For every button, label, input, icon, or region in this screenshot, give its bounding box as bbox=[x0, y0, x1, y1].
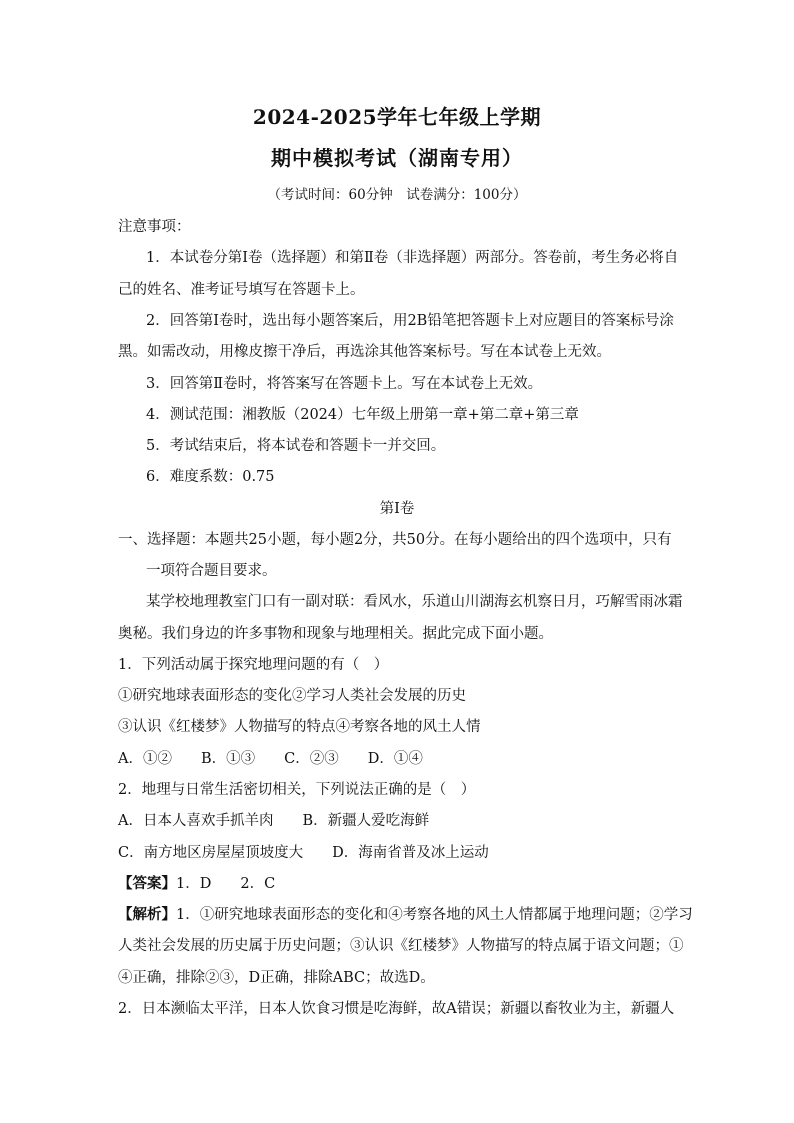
passage-line-2: 奥秘。我们身边的许多事物和现象与地理相关。据此完成下面小题。 bbox=[118, 626, 553, 642]
volume-title: 第Ⅰ卷 bbox=[379, 501, 415, 517]
question-2-options-line-2: C．南方地区房屋屋顶坡度大 D．海南省普及冰上运动 bbox=[118, 845, 489, 861]
analysis-line-3: ④正确，排除②③，D正确，排除ABC；故选D。 bbox=[118, 970, 435, 986]
note-item-2-line-2: 黑。如需改动，用橡皮擦干净后，再选涂其他答案标号。写在本试卷上无效。 bbox=[118, 344, 611, 360]
analysis-label: 【解析】 bbox=[118, 906, 176, 923]
note-item-6: 6．难度系数：0.75 bbox=[146, 469, 275, 485]
document-subtitle-title: 期中模拟考试（湖南专用） bbox=[271, 146, 523, 170]
section-instructions-line-2: 一项符合题目要求。 bbox=[146, 563, 277, 579]
notes-heading: 注意事项： bbox=[118, 219, 191, 235]
answer-label: 【答案】 bbox=[118, 875, 176, 892]
question-1-options: A．①② B．①③ C．②③ D．①④ bbox=[118, 751, 423, 767]
note-item-5: 5．考试结束后，将本试卷和答题卡一并交回。 bbox=[146, 438, 446, 454]
answer-line bbox=[118, 874, 678, 894]
document-title: 2024-2025学年七年级上学期 bbox=[252, 105, 542, 129]
question-2-options-line-1: A．日本人喜欢手抓羊肉 B．新疆人爱吃海鲜 bbox=[118, 813, 430, 829]
note-item-4: 4．测试范围：湘教版（2024）七年级上册第一章+第二章+第三章 bbox=[146, 407, 579, 423]
section-instructions-line-1: 一、选择题：本题共25小题，每小题2分，共50分。在每小题给出的四个选项中，只有 bbox=[118, 532, 672, 548]
question-1-statements-line-2: ③认识《红楼梦》人物描写的特点④考察各地的风土人情 bbox=[118, 719, 481, 735]
question-1-stem: 1．下列活动属于探究地理问题的有（ ） bbox=[118, 657, 389, 673]
exam-time-info: （考试时间：60分钟 试卷满分：100分） bbox=[267, 187, 527, 203]
question-2-stem: 2．地理与日常生活密切相关，下列说法正确的是（ ） bbox=[118, 782, 476, 798]
note-item-3: 3．回答第Ⅱ卷时，将答案写在答题卡上。写在本试卷上无效。 bbox=[146, 376, 543, 392]
analysis-line-4: 2．日本濒临太平洋，日本人饮食习惯是吃海鲜，故A错误；新疆以畜牧业为主，新疆人 bbox=[118, 1001, 675, 1017]
note-item-1-line-1: 1．本试卷分第Ⅰ卷（选择题）和第Ⅱ卷（非选择题）两部分。答卷前，考生务必将自 bbox=[146, 250, 679, 266]
analysis-line-1 bbox=[118, 905, 693, 925]
answer-text: 1．D 2．C bbox=[176, 876, 276, 892]
question-1-statements-line-1: ①研究地球表面形态的变化②学习人类社会发展的历史 bbox=[118, 688, 466, 704]
analysis-line-2: 人类社会发展的历史属于历史问题；③认识《红楼梦》人物描写的特点属于语文问题；① bbox=[118, 938, 684, 954]
passage-line-1: 某学校地理教室门口有一副对联：看风水，乐道山川湖海玄机察日月，巧解雪雨冰霜 bbox=[146, 594, 683, 610]
analysis-text-1: 1．①研究地球表面形态的变化和④考察各地的风土人情都属于地理问题；②学习 bbox=[176, 907, 693, 923]
note-item-2-line-1: 2．回答第Ⅰ卷时，选出每小题答案后，用2B铅笔把答题卡上对应题目的答案标号涂 bbox=[146, 313, 674, 329]
note-item-1-line-2: 己的姓名、准考证号填写在答题卡上。 bbox=[118, 282, 365, 298]
